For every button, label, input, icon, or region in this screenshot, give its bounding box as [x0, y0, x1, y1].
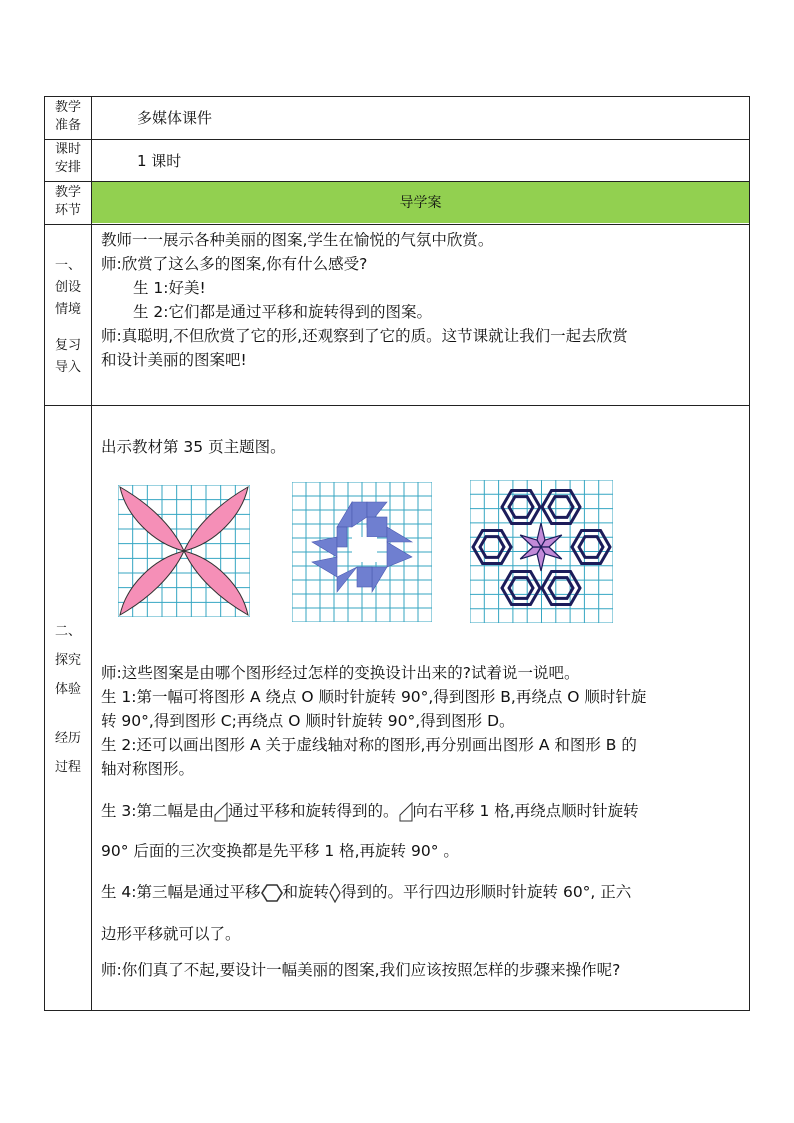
textbook-intro: 出示教材第 35 页主题图。 — [101, 438, 286, 456]
student3-line2: 90° 后面的三次变换都是先平移 1 格,再旋转 90° 。 — [101, 842, 459, 860]
petal-a — [120, 487, 184, 551]
rhombus-shape-icon — [329, 883, 341, 903]
prep-label: 教学 准备 — [54, 100, 81, 133]
period-value: 1 课时 — [137, 152, 182, 170]
row-divider — [45, 139, 749, 140]
teacher-closing-question: 师:你们真了不起,要设计一幅美丽的图案,我们应该按照怎样的步骤来操作呢? — [101, 961, 621, 979]
section2-label: 二、 探究 体验 经历 过程 — [54, 624, 81, 775]
lesson-plan-table — [44, 96, 750, 1011]
petal-b — [184, 487, 248, 551]
hexagon-shape — [549, 497, 573, 518]
row-divider — [45, 405, 749, 406]
period-label: 课时 安排 — [54, 142, 81, 175]
section1-dialogue: 教师一一展示各种美丽的图案,学生在愉悦的气氛中欣赏。 师:欣赏了这么多的图案,你有什么感受? 生 1:好美! 生 2:它们都是通过平移和旋转得到的图案。 师:真聪明,不但欣赏了它的形,还观察到了它的质。这节课就让我们一起去欣赏 和设计美丽的图案吧! — [101, 231, 628, 369]
petal-pattern-figure — [118, 485, 250, 617]
student4-line1: 生 4:第三幅是通过平移 和旋转 得到的。平行四边形顺时针旋转 60°, 正六 — [101, 883, 632, 901]
section2-dialogue: 师:这些图案是由哪个图形经过怎样的变换设计出来的?试着说一说吧。 生 1:第一幅可将图形 A 绕点 O 顺时针旋转 90°,得到图形 B,再绕点 O 顺时针旋 转 90°,得到图形 C;再绕点 O 顺时针旋转 90°,得到图形 D。 生 2:还可以画出图形 A 关于虚线轴对称的图形,再分别画出图形 A 和图形 B 的 轴对称图形。 — [101, 664, 647, 778]
section1-label: 一、 创设 情境 复习 导入 — [54, 258, 81, 375]
petal-d — [120, 551, 184, 615]
row-divider — [45, 224, 749, 225]
student4-line2: 边形平移就可以了。 — [101, 925, 241, 943]
hexagon-shape-icon — [261, 884, 283, 902]
student3-line1: 生 3:第二幅是由 通过平移和旋转得到的。 向右平移 1 格,再绕点顺时针旋转 — [101, 802, 639, 820]
hexagon-shape — [480, 537, 504, 558]
quadrilateral-shape-icon — [399, 802, 413, 822]
label-column-divider — [91, 97, 92, 1010]
prep-value: 多媒体课件 — [137, 109, 213, 127]
hexagon-shape — [549, 578, 573, 599]
stage-label: 教学 环节 — [54, 185, 81, 218]
quadrilateral-shape-icon — [214, 802, 228, 822]
petal-c — [184, 551, 248, 615]
hexagon-star-pattern-figure — [470, 480, 613, 623]
stage-value: 导学案 — [399, 195, 442, 211]
pinwheel-pattern-figure — [292, 482, 432, 622]
hexagon-shape — [579, 537, 603, 558]
